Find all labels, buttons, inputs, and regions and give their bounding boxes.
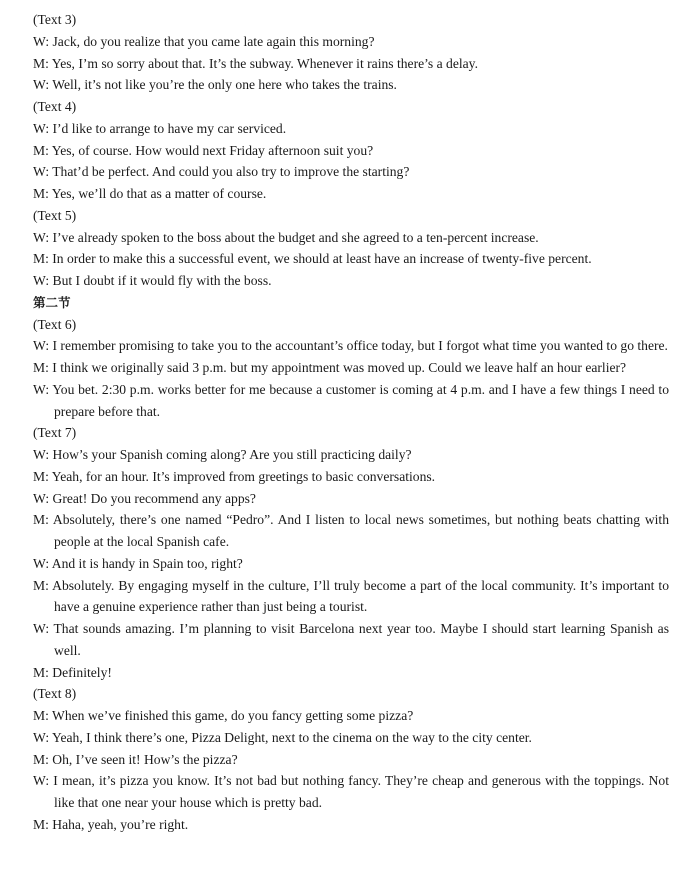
dialogue-line: M: Absolutely. By engaging myself in the culture, I’ll truly become a part of the local community. It’s important to have a genuine experience rather than just being a tourist. <box>33 577 669 615</box>
dialogue-line: W: Jack, do you realize that you came late again this morning? <box>33 33 375 49</box>
dialogue-line: W: That’d be perfect. And could you also try to improve the starting? <box>33 164 410 180</box>
text-section-header: (Text 5) <box>33 207 77 223</box>
dialogue-line: M: Yes, I’m so sorry about that. It’s the subway. Whenever it rains there’s a delay. <box>33 55 478 71</box>
dialogue-line: W: I mean, it’s pizza you know. It’s not bad but nothing fancy. They’re cheap and generous with the toppings. Not like that one near your house which is pretty bad. <box>33 773 669 810</box>
dialogue-line: W: You bet. 2:30 p.m. works better for me because a customer is coming at 4 p.m. and I have a few things I need to prepare before that. <box>33 381 669 419</box>
text-section-header: (Text 3) <box>33 12 77 27</box>
dialogue-line: W: Yeah, I think there’s one, Pizza Delight, next to the cinema on the way to the city center. <box>33 729 532 745</box>
dialogue-line: W: But I doubt if it would fly with the boss. <box>33 273 272 288</box>
dialogue-line: M: Absolutely, there’s one named “Pedro”. And I listen to local news sometimes, but nothing beats chatting with people at the local Spanish cafe. <box>33 512 669 549</box>
part-heading: 第二节 <box>33 294 71 310</box>
dialogue-line: W: That sounds amazing. I’m planning to visit Barcelona next year too. Maybe I should start learning Spanish as well. <box>33 621 669 658</box>
dialogue-line: M: Yes, of course. How would next Friday afternoon suit you? <box>33 142 374 158</box>
dialogue-line: M: Yes, we’ll do that as a matter of course. <box>33 186 267 201</box>
dialogue-line: M: Definitely! <box>33 664 112 680</box>
dialogue-line: M: Yeah, for an hour. It’s improved from greetings to basic conversations. <box>33 468 436 484</box>
dialogue-line: M: Oh, I’ve seen it! How’s the pizza? <box>33 751 238 767</box>
dialogue-line: W: How’s your Spanish coming along? Are you still practicing daily? <box>33 447 412 462</box>
dialogue-line: W: I’d like to arrange to have my car serviced. <box>33 120 287 136</box>
dialogue-line: W: And it is handy in Spain too, right? <box>33 555 243 571</box>
text-section-header: (Text 4) <box>33 99 77 114</box>
dialogue-line: M: I think we originally said 3 p.m. but my appointment was moved up. Could we leave half an hour earlier? <box>33 360 627 375</box>
dialogue-line: W: Well, it’s not like you’re the only one here who takes the trains. <box>33 77 397 93</box>
dialogue-line: M: In order to make this a successful event, we should at least have an increase of twenty-five percent. <box>33 251 592 267</box>
text-section-header: (Text 8) <box>33 686 77 702</box>
text-section-header: (Text 7) <box>33 425 77 441</box>
dialogue-line: W: Great! Do you recommend any apps? <box>33 490 256 506</box>
text-section-header: (Text 6) <box>33 316 77 332</box>
dialogue-line: M: Haha, yeah, you’re right. <box>33 816 189 832</box>
dialogue-line: W: I’ve already spoken to the boss about the budget and she agreed to a ten-percent increase. <box>33 229 539 245</box>
transcript-document <box>33 9 669 836</box>
dialogue-line: M: When we’ve finished this game, do you fancy getting some pizza? <box>33 708 414 723</box>
dialogue-line: W: I remember promising to take you to the accountant’s office today, but I forgot what time you wanted to go there. <box>33 338 668 354</box>
